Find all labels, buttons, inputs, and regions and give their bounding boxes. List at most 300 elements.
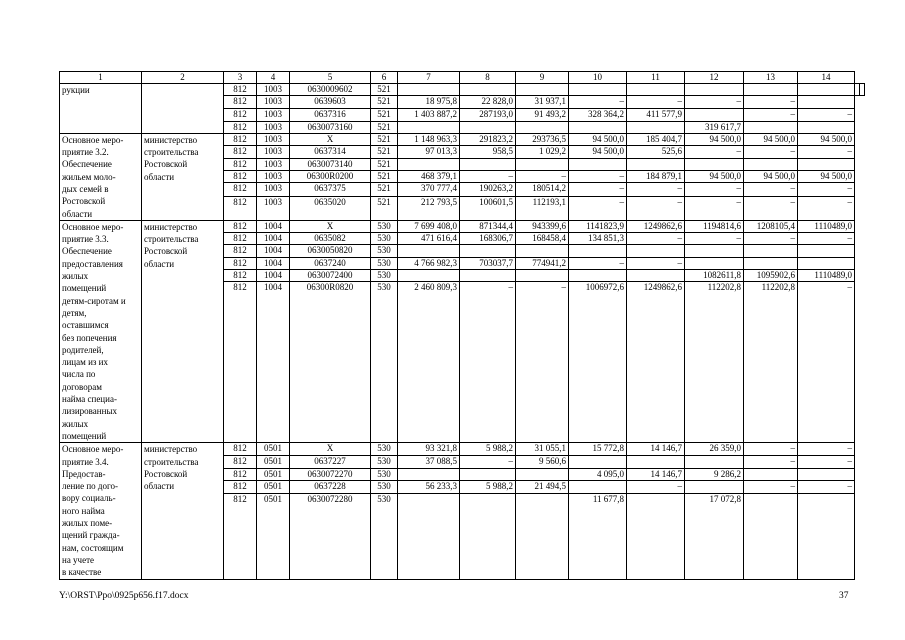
table-cell: 0630072280 bbox=[290, 493, 371, 579]
table-cell: 328 364,2 bbox=[569, 108, 627, 121]
table-cell bbox=[627, 269, 685, 281]
table-cell: 530 bbox=[371, 269, 398, 281]
table-cell bbox=[744, 257, 798, 269]
table-cell: – bbox=[744, 481, 798, 493]
measure-line: лицам из их bbox=[62, 357, 109, 368]
table-cell: 812 bbox=[224, 269, 257, 281]
measure-line: договорам bbox=[62, 381, 102, 392]
column-number: 3 bbox=[224, 72, 257, 84]
table-cell: 5 988,2 bbox=[460, 481, 516, 493]
table-cell: 1249862,6 bbox=[627, 220, 685, 232]
measure-line: ного найма bbox=[62, 505, 105, 516]
table-row bbox=[60, 443, 865, 455]
executor-cell bbox=[142, 443, 224, 579]
table-cell: – bbox=[744, 443, 798, 455]
table-cell: 06300R0200 bbox=[290, 170, 371, 182]
table-cell: 1004 bbox=[257, 269, 290, 281]
table-cell: 112193,1 bbox=[516, 196, 569, 220]
table-cell: 1004 bbox=[257, 220, 290, 232]
table-cell: 530 bbox=[371, 455, 398, 468]
table-cell: 812 bbox=[224, 468, 257, 480]
table-cell bbox=[860, 84, 865, 96]
table-cell: 812 bbox=[224, 481, 257, 493]
table-cell: 1194814,6 bbox=[685, 220, 744, 232]
table-cell bbox=[685, 108, 744, 121]
column-number: 8 bbox=[460, 72, 516, 84]
executor-line: строительства bbox=[144, 234, 199, 245]
table-cell bbox=[516, 158, 569, 170]
table-cell: 185 404,7 bbox=[627, 133, 685, 145]
executor-line: Ростовской bbox=[144, 468, 188, 479]
measure-line: без попечения bbox=[62, 332, 117, 343]
table-cell: 812 bbox=[224, 245, 257, 257]
table-cell: 703037,7 bbox=[460, 257, 516, 269]
table-cell: 812 bbox=[224, 220, 257, 232]
measure-line: жильем моло- bbox=[62, 171, 116, 182]
table-cell: 370 777,4 bbox=[398, 183, 460, 196]
table-cell: 97 013,3 bbox=[398, 146, 460, 158]
table-cell: 812 bbox=[224, 146, 257, 158]
column-number: 11 bbox=[627, 72, 685, 84]
measure-line: детям, bbox=[62, 307, 87, 318]
executor-line: министерство bbox=[144, 444, 198, 455]
table-cell: – bbox=[460, 455, 516, 468]
measure-line: родителей, bbox=[62, 344, 104, 355]
column-number: 4 bbox=[257, 72, 290, 84]
measure-line: области bbox=[62, 208, 93, 219]
column-number: 2 bbox=[142, 72, 224, 84]
column-number: 7 bbox=[398, 72, 460, 84]
table-cell: 190263,2 bbox=[460, 183, 516, 196]
table-cell bbox=[398, 84, 460, 96]
table-cell: 468 379,1 bbox=[398, 170, 460, 182]
table-cell: 521 bbox=[371, 196, 398, 220]
table-cell: 0501 bbox=[257, 443, 290, 455]
table-cell: 100601,5 bbox=[460, 196, 516, 220]
table-cell: – bbox=[516, 170, 569, 182]
table-cell bbox=[627, 245, 685, 257]
table-cell: 1006972,6 bbox=[569, 281, 627, 442]
measure-line: Основное меро- bbox=[62, 134, 124, 145]
table-cell: 94 500,0 bbox=[798, 170, 855, 182]
measure-line: в качестве bbox=[62, 567, 102, 578]
table-cell: 0637314 bbox=[290, 146, 371, 158]
table-cell: 0630073160 bbox=[290, 121, 371, 133]
table-cell: – bbox=[685, 146, 744, 158]
executor-line: Ростовской bbox=[144, 246, 188, 257]
measure-cell bbox=[60, 443, 142, 579]
table-cell bbox=[398, 269, 460, 281]
table-cell bbox=[516, 84, 569, 96]
file-path: Y:\ORST\Ppo\0925p656.f17.docx bbox=[59, 591, 189, 601]
table-cell: 812 bbox=[224, 233, 257, 245]
table-cell: 521 bbox=[371, 133, 398, 145]
table-cell: Х bbox=[290, 133, 371, 145]
table-cell: 530 bbox=[371, 233, 398, 245]
table-cell: 293736,5 bbox=[516, 133, 569, 145]
table-cell: – bbox=[685, 233, 744, 245]
table-cell: 812 bbox=[224, 493, 257, 579]
table-cell bbox=[569, 245, 627, 257]
page-number: 37 bbox=[839, 591, 849, 601]
measure-line: оставшимся bbox=[62, 320, 109, 331]
measure-line: вору социаль- bbox=[62, 493, 116, 504]
table-cell: – bbox=[744, 196, 798, 220]
table-cell bbox=[685, 158, 744, 170]
table-cell: 1003 bbox=[257, 146, 290, 158]
table-cell: 812 bbox=[224, 257, 257, 269]
table-cell bbox=[569, 455, 627, 468]
table-cell bbox=[744, 493, 798, 579]
table-cell: 812 bbox=[224, 443, 257, 455]
table-cell: 1004 bbox=[257, 233, 290, 245]
table-cell: 0630009602 bbox=[290, 84, 371, 96]
table-cell: – bbox=[744, 146, 798, 158]
table-cell: – bbox=[798, 196, 855, 220]
table-cell: 812 bbox=[224, 196, 257, 220]
table-cell bbox=[744, 245, 798, 257]
table-cell: 1004 bbox=[257, 281, 290, 442]
table-cell: 112202,8 bbox=[744, 281, 798, 442]
table-cell: – bbox=[798, 443, 855, 455]
table-cell: – bbox=[798, 455, 855, 468]
table-cell: 521 bbox=[371, 108, 398, 121]
table-cell bbox=[627, 158, 685, 170]
executor-cell bbox=[142, 220, 224, 442]
table-cell bbox=[685, 257, 744, 269]
table-cell: 812 bbox=[224, 96, 257, 108]
table-cell: 184 879,1 bbox=[627, 170, 685, 182]
table-cell: – bbox=[685, 183, 744, 196]
table-cell: 9 560,6 bbox=[516, 455, 569, 468]
table-cell: 56 233,3 bbox=[398, 481, 460, 493]
executor-line: строительства bbox=[144, 147, 199, 158]
table-cell: – bbox=[516, 281, 569, 442]
table-cell bbox=[627, 493, 685, 579]
table-cell: – bbox=[798, 281, 855, 442]
table-cell: 1110489,0 bbox=[798, 269, 855, 281]
table-cell: 1 403 887,2 bbox=[398, 108, 460, 121]
column-number: 13 bbox=[744, 72, 798, 84]
table-cell: 94 500,0 bbox=[744, 170, 798, 182]
table-cell: – bbox=[744, 455, 798, 468]
table-cell: – bbox=[744, 233, 798, 245]
table-cell bbox=[516, 121, 569, 133]
table-cell bbox=[516, 468, 569, 480]
table-cell bbox=[460, 269, 516, 281]
table-cell: 1004 bbox=[257, 257, 290, 269]
table-cell: 1141823,9 bbox=[569, 220, 627, 232]
table-cell bbox=[460, 493, 516, 579]
measure-line: Обеспечение bbox=[62, 159, 112, 170]
measure-line: на учете bbox=[62, 554, 95, 565]
table-cell: 812 bbox=[224, 133, 257, 145]
column-number: 14 bbox=[798, 72, 855, 84]
table-cell: – bbox=[798, 108, 855, 121]
measure-line: Ростовской bbox=[62, 196, 106, 207]
table-cell: – bbox=[627, 233, 685, 245]
table-cell: 871344,4 bbox=[460, 220, 516, 232]
table-cell: 1004 bbox=[257, 245, 290, 257]
measure-line: Основное меро- bbox=[62, 444, 124, 455]
table-cell: 521 bbox=[371, 96, 398, 108]
table-cell bbox=[460, 84, 516, 96]
table-cell: 0639603 bbox=[290, 96, 371, 108]
measure-line: Основное меро- bbox=[62, 221, 124, 232]
table-cell: 812 bbox=[224, 158, 257, 170]
measure-line: приятие 3.2. bbox=[62, 147, 109, 158]
table-cell bbox=[569, 269, 627, 281]
table-cell: 06300R0820 bbox=[290, 281, 371, 442]
table-cell: – bbox=[569, 257, 627, 269]
measure-line: щений гражда- bbox=[62, 530, 120, 541]
table-cell bbox=[569, 481, 627, 493]
table-cell: 31 055,1 bbox=[516, 443, 569, 455]
table-cell bbox=[398, 468, 460, 480]
executor-line: строительства bbox=[144, 456, 199, 467]
table-cell: 18 975,8 bbox=[398, 96, 460, 108]
table-cell: 1095902,6 bbox=[744, 269, 798, 281]
table-cell: 291823,2 bbox=[460, 133, 516, 145]
table-cell bbox=[798, 468, 855, 480]
table-cell: 958,5 bbox=[460, 146, 516, 158]
table-cell: 812 bbox=[224, 84, 257, 96]
table-cell bbox=[627, 455, 685, 468]
table-row bbox=[60, 133, 865, 145]
table-cell: Х bbox=[290, 220, 371, 232]
budget-table bbox=[59, 71, 865, 580]
table-row bbox=[60, 220, 865, 232]
executor-line: министерство bbox=[144, 221, 198, 232]
table-cell bbox=[685, 455, 744, 468]
table-cell: 812 bbox=[224, 121, 257, 133]
table-cell: 812 bbox=[224, 281, 257, 442]
table-cell bbox=[798, 245, 855, 257]
table-cell: 26 359,0 bbox=[685, 443, 744, 455]
table-cell: 9 286,2 bbox=[685, 468, 744, 480]
table-cell: – bbox=[744, 183, 798, 196]
executor-line: министерство bbox=[144, 134, 198, 145]
table-cell: 0635020 bbox=[290, 196, 371, 220]
table-cell: 521 bbox=[371, 146, 398, 158]
table-cell bbox=[798, 121, 855, 133]
table-cell: 0637240 bbox=[290, 257, 371, 269]
measure-line: дых семей в bbox=[62, 184, 109, 194]
column-number: 6 bbox=[371, 72, 398, 84]
table-cell: 4 766 982,3 bbox=[398, 257, 460, 269]
table-cell: 812 bbox=[224, 455, 257, 468]
column-number: 5 bbox=[290, 72, 371, 84]
measure-line: помещений bbox=[62, 430, 107, 441]
table-cell bbox=[744, 84, 798, 96]
table-cell: 530 bbox=[371, 281, 398, 442]
table-cell bbox=[627, 84, 685, 96]
table-cell: – bbox=[627, 183, 685, 196]
table-cell: 168458,4 bbox=[516, 233, 569, 245]
table-cell: 530 bbox=[371, 481, 398, 493]
table-cell: – bbox=[627, 96, 685, 108]
table-cell: 1003 bbox=[257, 183, 290, 196]
table-cell: 7 699 408,0 bbox=[398, 220, 460, 232]
table-cell: – bbox=[569, 170, 627, 182]
table-cell: 212 793,5 bbox=[398, 196, 460, 220]
column-number: 12 bbox=[685, 72, 744, 84]
measure-line: числа по bbox=[62, 369, 96, 380]
table-cell: 0501 bbox=[257, 468, 290, 480]
table-cell: 0501 bbox=[257, 481, 290, 493]
measure-line: нам, состоящим bbox=[62, 542, 124, 553]
table-cell bbox=[685, 245, 744, 257]
measure-line: Предостав- bbox=[62, 468, 106, 479]
table-cell: Х bbox=[290, 443, 371, 455]
measure-line: приятие 3.4. bbox=[62, 456, 109, 467]
table-cell: 530 bbox=[371, 257, 398, 269]
table-cell: 521 bbox=[371, 158, 398, 170]
table-cell: 1003 bbox=[257, 170, 290, 182]
table-cell bbox=[798, 84, 855, 96]
measure-line: рукции bbox=[62, 85, 90, 96]
table-cell: 530 bbox=[371, 493, 398, 579]
table-cell: 14 146,7 bbox=[627, 443, 685, 455]
table-cell: – bbox=[798, 146, 855, 158]
table-cell: 0501 bbox=[257, 455, 290, 468]
measure-line: приятие 3.3. bbox=[62, 234, 109, 245]
measure-line: предоставления bbox=[62, 258, 123, 269]
table-cell: 0630073140 bbox=[290, 158, 371, 170]
table-cell bbox=[516, 269, 569, 281]
executor-cell bbox=[142, 133, 224, 220]
table-cell bbox=[798, 257, 855, 269]
executor-line: области bbox=[144, 258, 175, 269]
table-cell: – bbox=[685, 196, 744, 220]
table-cell: – bbox=[569, 183, 627, 196]
table-cell: 17 072,8 bbox=[685, 493, 744, 579]
table-cell bbox=[744, 158, 798, 170]
measure-line: жилых поме- bbox=[62, 518, 113, 529]
executor-cell bbox=[142, 84, 224, 134]
table-cell: 812 bbox=[224, 170, 257, 182]
table-cell: 812 bbox=[224, 183, 257, 196]
table-cell: 0637316 bbox=[290, 108, 371, 121]
table-cell: 521 bbox=[371, 183, 398, 196]
table-cell: 14 146,7 bbox=[627, 468, 685, 480]
table-cell: 21 494,5 bbox=[516, 481, 569, 493]
table-cell: 812 bbox=[224, 108, 257, 121]
table-cell: 91 493,2 bbox=[516, 108, 569, 121]
table-cell bbox=[460, 158, 516, 170]
table-cell: – bbox=[798, 233, 855, 245]
table-cell: 180514,2 bbox=[516, 183, 569, 196]
measure-line: найма специа- bbox=[62, 394, 117, 405]
table-cell: 22 828,0 bbox=[460, 96, 516, 108]
table-cell: – bbox=[569, 196, 627, 220]
table-cell: 1003 bbox=[257, 133, 290, 145]
table-cell bbox=[798, 96, 855, 108]
table-cell: 1208105,4 bbox=[744, 220, 798, 232]
table-cell bbox=[685, 481, 744, 493]
table-cell: – bbox=[798, 183, 855, 196]
table-cell: 1003 bbox=[257, 196, 290, 220]
table-cell: 0637375 bbox=[290, 183, 371, 196]
table-cell: 94 500,0 bbox=[744, 133, 798, 145]
table-cell: 0630072400 bbox=[290, 269, 371, 281]
table-cell bbox=[460, 245, 516, 257]
table-cell bbox=[744, 121, 798, 133]
table-cell bbox=[798, 158, 855, 170]
table-cell: – bbox=[627, 196, 685, 220]
column-number: 9 bbox=[516, 72, 569, 84]
table-cell: 1 148 963,3 bbox=[398, 133, 460, 145]
table-cell: 94 500,0 bbox=[569, 133, 627, 145]
measure-cell bbox=[60, 84, 142, 134]
table-cell: 0501 bbox=[257, 493, 290, 579]
table-cell: 0637228 bbox=[290, 481, 371, 493]
table-cell: 5 988,2 bbox=[460, 443, 516, 455]
table-cell: 0630050820 bbox=[290, 245, 371, 257]
column-number: 10 bbox=[569, 72, 627, 84]
table-cell bbox=[516, 245, 569, 257]
table-cell: 287193,0 bbox=[460, 108, 516, 121]
table-cell: 94 500,0 bbox=[685, 170, 744, 182]
table-cell: 112202,8 bbox=[685, 281, 744, 442]
table-cell bbox=[744, 468, 798, 480]
table-cell: 530 bbox=[371, 468, 398, 480]
table-cell: 1 029,2 bbox=[516, 146, 569, 158]
table-cell: 0637227 bbox=[290, 455, 371, 468]
table-cell: – bbox=[460, 281, 516, 442]
table-cell: 94 500,0 bbox=[798, 133, 855, 145]
table-cell bbox=[798, 493, 855, 579]
measure-line: детям-сиротам и bbox=[62, 295, 126, 306]
table-cell: 94 500,0 bbox=[685, 133, 744, 145]
table-cell: – bbox=[569, 96, 627, 108]
table-cell bbox=[460, 121, 516, 133]
table-cell: 774941,2 bbox=[516, 257, 569, 269]
table-cell: 525,6 bbox=[627, 146, 685, 158]
table-cell bbox=[398, 121, 460, 133]
table-cell: 530 bbox=[371, 245, 398, 257]
table-cell: 943399,6 bbox=[516, 220, 569, 232]
table-cell bbox=[569, 158, 627, 170]
table-cell bbox=[398, 158, 460, 170]
table-cell bbox=[460, 468, 516, 480]
table-cell: 4 095,0 bbox=[569, 468, 627, 480]
table-cell bbox=[685, 84, 744, 96]
table-cell: 168306,7 bbox=[460, 233, 516, 245]
table-cell bbox=[398, 493, 460, 579]
table-cell: 37 088,5 bbox=[398, 455, 460, 468]
table-cell: 0630072270 bbox=[290, 468, 371, 480]
measure-cell bbox=[60, 133, 142, 220]
table-row bbox=[60, 84, 865, 96]
measure-cell bbox=[60, 220, 142, 442]
executor-line: Ростовской bbox=[144, 159, 188, 170]
table-cell: 2 460 809,3 bbox=[398, 281, 460, 442]
table-cell: – bbox=[744, 108, 798, 121]
table-cell: 1110489,0 bbox=[798, 220, 855, 232]
table-cell: 1003 bbox=[257, 108, 290, 121]
table-cell: 11 677,8 bbox=[569, 493, 627, 579]
table-cell: 411 577,9 bbox=[627, 108, 685, 121]
table-cell: – bbox=[627, 481, 685, 493]
table-cell: 521 bbox=[371, 170, 398, 182]
table-cell: 521 bbox=[371, 121, 398, 133]
measure-line: Обеспечение bbox=[62, 246, 112, 257]
table-cell: 1003 bbox=[257, 158, 290, 170]
measure-line: помещений bbox=[62, 283, 107, 294]
table-cell bbox=[516, 493, 569, 579]
column-number: 1 bbox=[60, 72, 142, 84]
